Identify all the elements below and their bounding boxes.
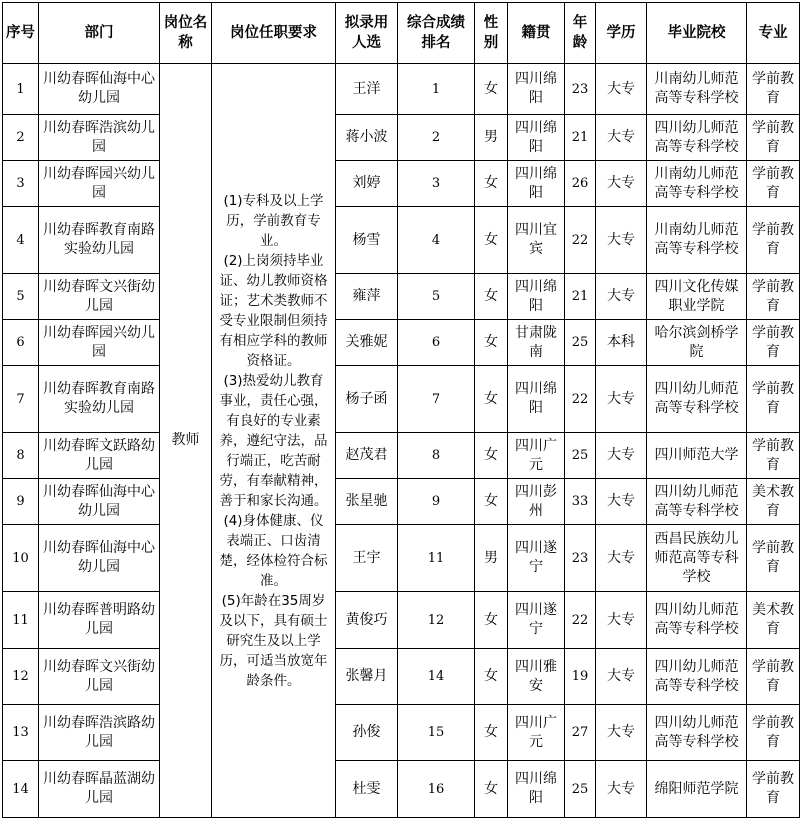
header-cell: 性别 [475,3,508,64]
cell-edu: 大专 [596,705,647,761]
cell-rank: 4 [398,207,475,274]
cell-origin: 四川绵阳 [508,366,565,433]
cell-age: 26 [565,161,596,207]
cell-rank: 8 [398,433,475,479]
cell-name: 张星驰 [336,479,398,525]
header-cell: 学历 [596,3,647,64]
cell-gender: 女 [475,64,508,115]
cell-origin: 四川绵阳 [508,161,565,207]
cell-rank: 11 [398,525,475,592]
requirement-item: (2)上岗须持毕业证、幼儿教师资格证；艺术类教师不受专业限制但须持有相应学科的教师资格证。 [219,252,328,369]
header-cell: 岗位名称 [160,3,212,64]
cell-school: 四川师范大学 [647,433,747,479]
cell-rank: 9 [398,479,475,525]
cell-edu: 大专 [596,592,647,649]
header-cell: 综合成绩排名 [398,3,475,64]
cell-age: 22 [565,207,596,274]
cell-major: 学前教育 [747,207,800,274]
table-body [3,64,800,818]
cell-gender: 女 [475,161,508,207]
cell-major: 学前教育 [747,274,800,320]
cell-rank: 12 [398,592,475,649]
cell-origin: 四川绵阳 [508,274,565,320]
cell-gender: 女 [475,366,508,433]
header-cell: 序号 [3,3,39,64]
cell-dept: 川幼春晖文兴街幼儿园 [39,649,160,705]
cell-major: 学前教育 [747,64,800,115]
cell-name: 雍萍 [336,274,398,320]
cell-edu: 大专 [596,161,647,207]
cell-no: 8 [3,433,39,479]
requirement-item: (3)热爱幼儿教育事业，责任心强，有良好的专业素养，遵纪守法，品行端正，吃苦耐劳，有奉献精神，善于和家长沟通。 [219,372,328,509]
cell-major: 学前教育 [747,705,800,761]
cell-school: 川南幼儿师范高等专科学校 [647,207,747,274]
cell-origin: 四川广元 [508,433,565,479]
cell-school: 四川幼儿师范高等专科学校 [647,115,747,161]
cell-no: 13 [3,705,39,761]
cell-gender: 女 [475,705,508,761]
cell-no: 6 [3,320,39,366]
cell-origin: 四川绵阳 [508,761,565,818]
cell-edu: 大专 [596,761,647,818]
cell-gender: 女 [475,592,508,649]
cell-name: 赵茂君 [336,433,398,479]
cell-school: 川南幼儿师范高等专科学校 [647,64,747,115]
recruitment-table [2,2,800,818]
cell-age: 23 [565,525,596,592]
cell-name: 孙俊 [336,705,398,761]
requirement-item: (4)身体健康、仪表端正、口齿清楚，经体检符合标准。 [219,512,328,589]
cell-age: 21 [565,115,596,161]
cell-gender: 女 [475,433,508,479]
cell-age: 33 [565,479,596,525]
cell-rank: 14 [398,649,475,705]
cell-origin: 四川遂宁 [508,592,565,649]
cell-age: 19 [565,649,596,705]
cell-school: 四川幼儿师范高等专科学校 [647,592,747,649]
table-row [3,207,800,274]
header-cell: 年龄 [565,3,596,64]
position-cell: 教师 [160,64,212,818]
cell-origin: 四川彭州 [508,479,565,525]
cell-school: 四川文化传媒职业学院 [647,274,747,320]
table-row [3,433,800,479]
cell-name: 王洋 [336,64,398,115]
cell-name: 蒋小波 [336,115,398,161]
cell-name: 杨子函 [336,366,398,433]
cell-dept: 川幼春晖教育南路实验幼儿园 [39,366,160,433]
table-row [3,649,800,705]
cell-rank: 6 [398,320,475,366]
header-cell: 部门 [39,3,160,64]
cell-major: 学前教育 [747,761,800,818]
cell-dept: 川幼春晖教育南路实验幼儿园 [39,207,160,274]
cell-dept: 川幼春晖仙海中心幼儿园 [39,64,160,115]
cell-edu: 大专 [596,274,647,320]
cell-no: 4 [3,207,39,274]
cell-edu: 大专 [596,525,647,592]
cell-edu: 大专 [596,479,647,525]
cell-rank: 16 [398,761,475,818]
header-cell: 专业 [747,3,800,64]
cell-school: 四川幼儿师范高等专科学校 [647,705,747,761]
cell-school: 川南幼儿师范高等专科学校 [647,161,747,207]
cell-age: 21 [565,274,596,320]
cell-school: 哈尔滨剑桥学院 [647,320,747,366]
cell-school: 绵阳师范学院 [647,761,747,818]
cell-edu: 大专 [596,207,647,274]
cell-edu: 大专 [596,433,647,479]
cell-gender: 女 [475,479,508,525]
cell-origin: 四川绵阳 [508,115,565,161]
cell-edu: 大专 [596,649,647,705]
table-row [3,161,800,207]
cell-major: 学前教育 [747,649,800,705]
cell-major: 学前教育 [747,525,800,592]
cell-school: 西昌民族幼儿师范高等专科学校 [647,525,747,592]
cell-name: 关雅妮 [336,320,398,366]
cell-rank: 15 [398,705,475,761]
header-cell: 毕业院校 [647,3,747,64]
table-row [3,320,800,366]
cell-rank: 5 [398,274,475,320]
cell-school: 四川幼儿师范高等专科学校 [647,479,747,525]
cell-school: 四川幼儿师范高等专科学校 [647,366,747,433]
table-row [3,592,800,649]
header-cell: 拟录用人选 [336,3,398,64]
cell-major: 学前教育 [747,161,800,207]
cell-no: 11 [3,592,39,649]
cell-gender: 女 [475,320,508,366]
cell-school: 四川幼儿师范高等专科学校 [647,649,747,705]
table-row [3,525,800,592]
cell-rank: 1 [398,64,475,115]
cell-major: 学前教育 [747,366,800,433]
cell-age: 25 [565,761,596,818]
cell-no: 14 [3,761,39,818]
cell-no: 12 [3,649,39,705]
cell-gender: 女 [475,274,508,320]
cell-gender: 男 [475,115,508,161]
cell-dept: 川幼春晖浩滨幼儿园 [39,115,160,161]
cell-age: 25 [565,320,596,366]
cell-no: 7 [3,366,39,433]
cell-no: 3 [3,161,39,207]
cell-name: 王宇 [336,525,398,592]
cell-rank: 2 [398,115,475,161]
cell-age: 22 [565,366,596,433]
cell-dept: 川幼春晖浩滨路幼儿园 [39,705,160,761]
table-row [3,366,800,433]
cell-gender: 女 [475,649,508,705]
cell-edu: 大专 [596,64,647,115]
header-cell: 岗位任职要求 [212,3,336,64]
cell-no: 1 [3,64,39,115]
cell-dept: 川幼春晖园兴幼儿园 [39,320,160,366]
cell-major: 学前教育 [747,433,800,479]
cell-no: 5 [3,274,39,320]
cell-name: 刘婷 [336,161,398,207]
cell-major: 学前教育 [747,320,800,366]
cell-name: 杜雯 [336,761,398,818]
cell-origin: 四川宜宾 [508,207,565,274]
requirement-item: (5)年龄在35周岁及以下，具有硕士研究生及以上学历，可适当放宽年龄条件。 [219,592,328,689]
table-row [3,761,800,818]
cell-no: 2 [3,115,39,161]
cell-age: 27 [565,705,596,761]
cell-name: 张馨月 [336,649,398,705]
cell-gender: 女 [475,761,508,818]
cell-age: 25 [565,433,596,479]
requirements-cell [212,64,336,818]
cell-rank: 3 [398,161,475,207]
cell-no: 9 [3,479,39,525]
cell-dept: 川幼春晖晶蓝湖幼儿园 [39,761,160,818]
cell-no: 10 [3,525,39,592]
cell-edu: 本科 [596,320,647,366]
cell-origin: 甘肃陇南 [508,320,565,366]
cell-gender: 女 [475,207,508,274]
cell-dept: 川幼春晖文跃路幼儿园 [39,433,160,479]
cell-name: 黄俊巧 [336,592,398,649]
cell-origin: 四川广元 [508,705,565,761]
cell-rank: 7 [398,366,475,433]
header-cell: 籍贯 [508,3,565,64]
cell-origin: 四川遂宁 [508,525,565,592]
cell-major: 美术教育 [747,592,800,649]
cell-dept: 川幼春晖仙海中心幼儿园 [39,479,160,525]
cell-edu: 大专 [596,115,647,161]
cell-major: 美术教育 [747,479,800,525]
cell-dept: 川幼春晖仙海中心幼儿园 [39,525,160,592]
cell-age: 23 [565,64,596,115]
table-row [3,64,800,115]
requirement-item: (1)专科及以上学历，学前教育专业。 [223,192,324,249]
table-row [3,115,800,161]
cell-major: 学前教育 [747,115,800,161]
cell-name: 杨雪 [336,207,398,274]
header-row [3,3,800,64]
cell-gender: 男 [475,525,508,592]
cell-origin: 四川绵阳 [508,64,565,115]
cell-dept: 川幼春晖文兴街幼儿园 [39,274,160,320]
table-row [3,479,800,525]
cell-origin: 四川雅安 [508,649,565,705]
cell-age: 22 [565,592,596,649]
table-row [3,705,800,761]
table-row [3,274,800,320]
cell-edu: 大专 [596,366,647,433]
cell-dept: 川幼春晖普明路幼儿园 [39,592,160,649]
cell-dept: 川幼春晖园兴幼儿园 [39,161,160,207]
